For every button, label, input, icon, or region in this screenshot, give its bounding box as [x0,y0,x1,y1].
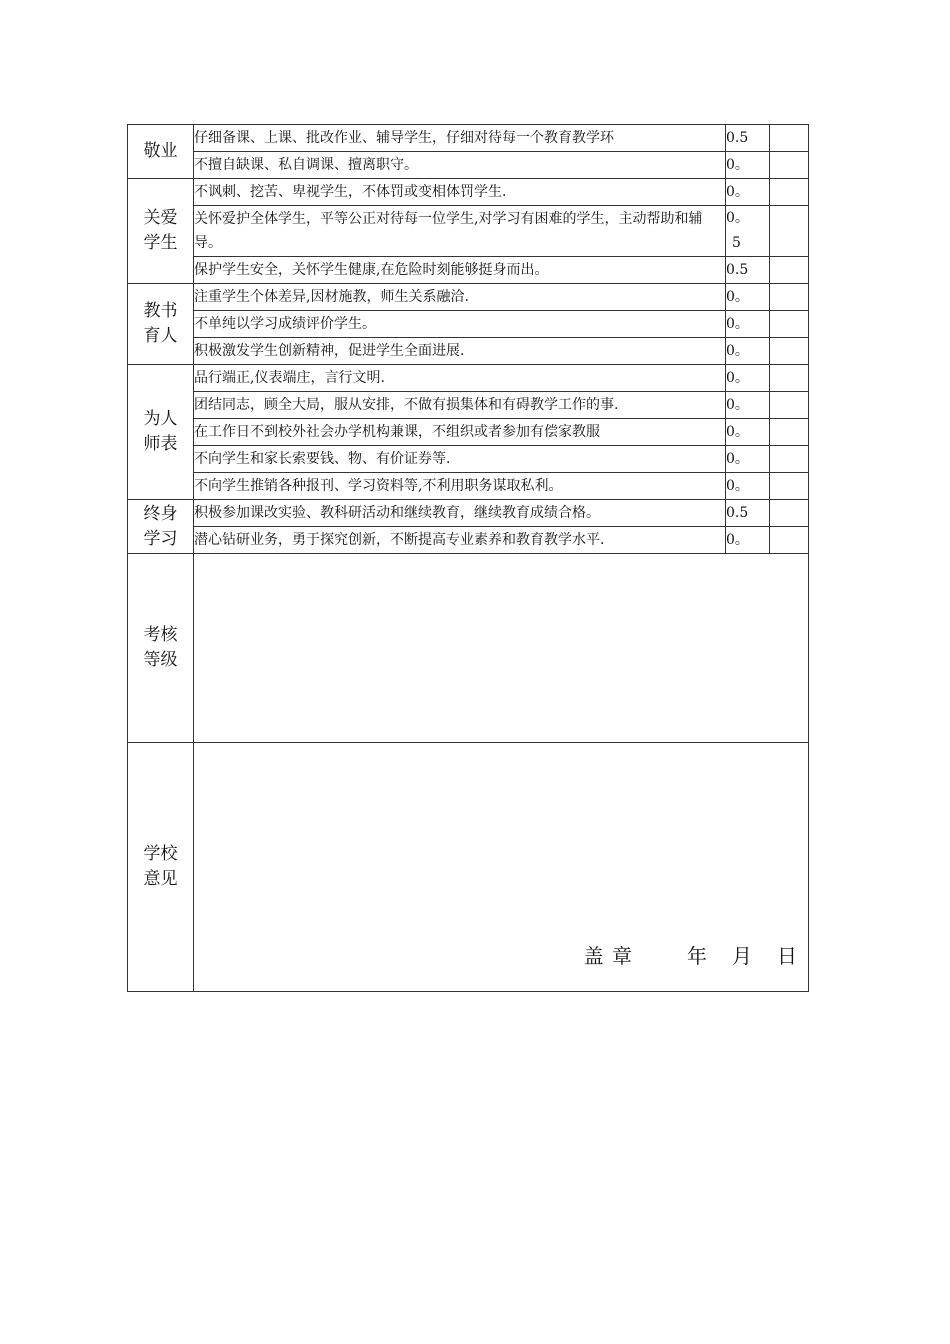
day-label: 日 [777,944,798,968]
school-opinion-label-line2: 意见 [143,869,178,889]
item-cell: 不擅自缺课、私自调课、擅离职守。 [194,152,726,179]
score-cell: 0。 [726,152,770,179]
blank-cell[interactable] [770,125,809,152]
blank-cell[interactable] [770,392,809,419]
score-cell: 0。 [726,392,770,419]
year-label: 年 [687,944,708,968]
blank-cell[interactable] [770,473,809,500]
score-cell: 0。 [726,527,770,554]
table-row [128,365,809,392]
item-cell: 不向学生和家长索要钱、物、有价证券等. [194,446,726,473]
blank-cell[interactable] [770,365,809,392]
table-row [128,446,809,473]
blank-cell[interactable] [770,152,809,179]
blank-cell[interactable] [770,500,809,527]
table-row [128,743,809,992]
score-cell: 0。 [726,179,770,206]
table-row [128,473,809,500]
blank-cell[interactable] [770,419,809,446]
table-row [128,125,809,152]
table-row [128,554,809,743]
table-row [128,206,809,257]
table-row [128,179,809,206]
category-label-line1: 为人 [143,409,178,429]
item-cell: 不讽刺、挖苦、卑视学生，不体罚或变相体罚学生. [194,179,726,206]
table-row [128,338,809,365]
item-cell: 积极参加课改实验、教科研活动和继续教育，继续教育成绩合格。 [194,500,726,527]
category-label: 敬业 [143,141,178,161]
assessment-label-line2: 等级 [143,650,178,670]
score-cell: 0。 [726,311,770,338]
score-cell: 0.5 [726,500,770,527]
blank-cell[interactable] [770,206,809,257]
category-label-line2: 育人 [143,326,178,346]
category-cell [128,500,194,554]
blank-cell[interactable] [770,311,809,338]
category-label-line1: 关爱 [143,208,178,228]
seal-date-line [584,940,798,969]
blank-cell[interactable] [770,527,809,554]
category-label-line1: 终身 [143,503,178,524]
score-line2: 5 [732,235,741,251]
blank-cell[interactable] [770,179,809,206]
assessment-grade-field[interactable] [194,554,809,743]
score-cell [726,206,770,257]
school-opinion-field[interactable] [194,743,809,992]
blank-cell[interactable] [770,257,809,284]
category-label-line2: 师表 [143,434,178,454]
item-cell: 团结同志，顾全大局，服从安排，不做有损集体和有碍教学工作的事. [194,392,726,419]
table-row [128,419,809,446]
evaluation-form-table [127,124,809,992]
seal-area [194,743,808,991]
category-cell [128,365,194,500]
item-cell: 注重学生个体差异,因材施教，师生关系融洽. [194,284,726,311]
assessment-label-line1: 考核 [143,625,178,645]
score-cell: 0。 [726,446,770,473]
category-label-line2: 学习 [143,528,178,549]
table-row [128,152,809,179]
item-cell: 潜心钻研业务，勇于探究创新，不断提高专业素养和教育教学水平. [194,527,726,554]
table-row [128,311,809,338]
category-cell [128,179,194,284]
blank-cell[interactable] [770,446,809,473]
blank-cell[interactable] [770,338,809,365]
table-row [128,500,809,527]
score-cell: 0。 [726,419,770,446]
table-row [128,527,809,554]
score-cell: 0。 [726,365,770,392]
item-cell: 保护学生安全，关怀学生健康,在危险时刻能够挺身而出。 [194,257,726,284]
score-cell: 0.5 [726,257,770,284]
item-cell: 品行端正,仪表端庄，言行文明. [194,365,726,392]
school-opinion-label-cell [128,743,194,992]
month-label: 月 [732,944,753,968]
category-cell [128,125,194,179]
blank-cell[interactable] [770,284,809,311]
category-cell [128,284,194,365]
item-cell: 不单纯以学习成绩评价学生。 [194,311,726,338]
score-cell: 0。 [726,284,770,311]
item-cell: 在工作日不到校外社会办学机构兼课，不组织或者参加有偿家教服 [194,419,726,446]
school-opinion-label-line1: 学校 [143,844,178,864]
assessment-label-cell [128,554,194,743]
score-line1: 0。 [726,210,749,226]
score-cell: 0。 [726,338,770,365]
category-label-line1: 教书 [143,301,178,321]
seal-label: 盖 章 [583,944,633,968]
item-cell: 关怀爱护全体学生，平等公正对待每一位学生,对学习有困难的学生，主动帮助和辅导。 [194,206,726,257]
item-cell: 积极激发学生创新精神，促进学生全面进展. [194,338,726,365]
item-cell: 仔细备课、上课、批改作业、辅导学生，仔细对待每一个教育教学环 [194,125,726,152]
score-cell: 0。 [726,473,770,500]
score-cell: 0.5 [726,125,770,152]
category-label-line2: 学生 [143,233,178,253]
item-cell: 不向学生推销各种报刊、学习资料等,不利用职务谋取私利。 [194,473,726,500]
table-row [128,284,809,311]
table-row [128,257,809,284]
table-row [128,392,809,419]
